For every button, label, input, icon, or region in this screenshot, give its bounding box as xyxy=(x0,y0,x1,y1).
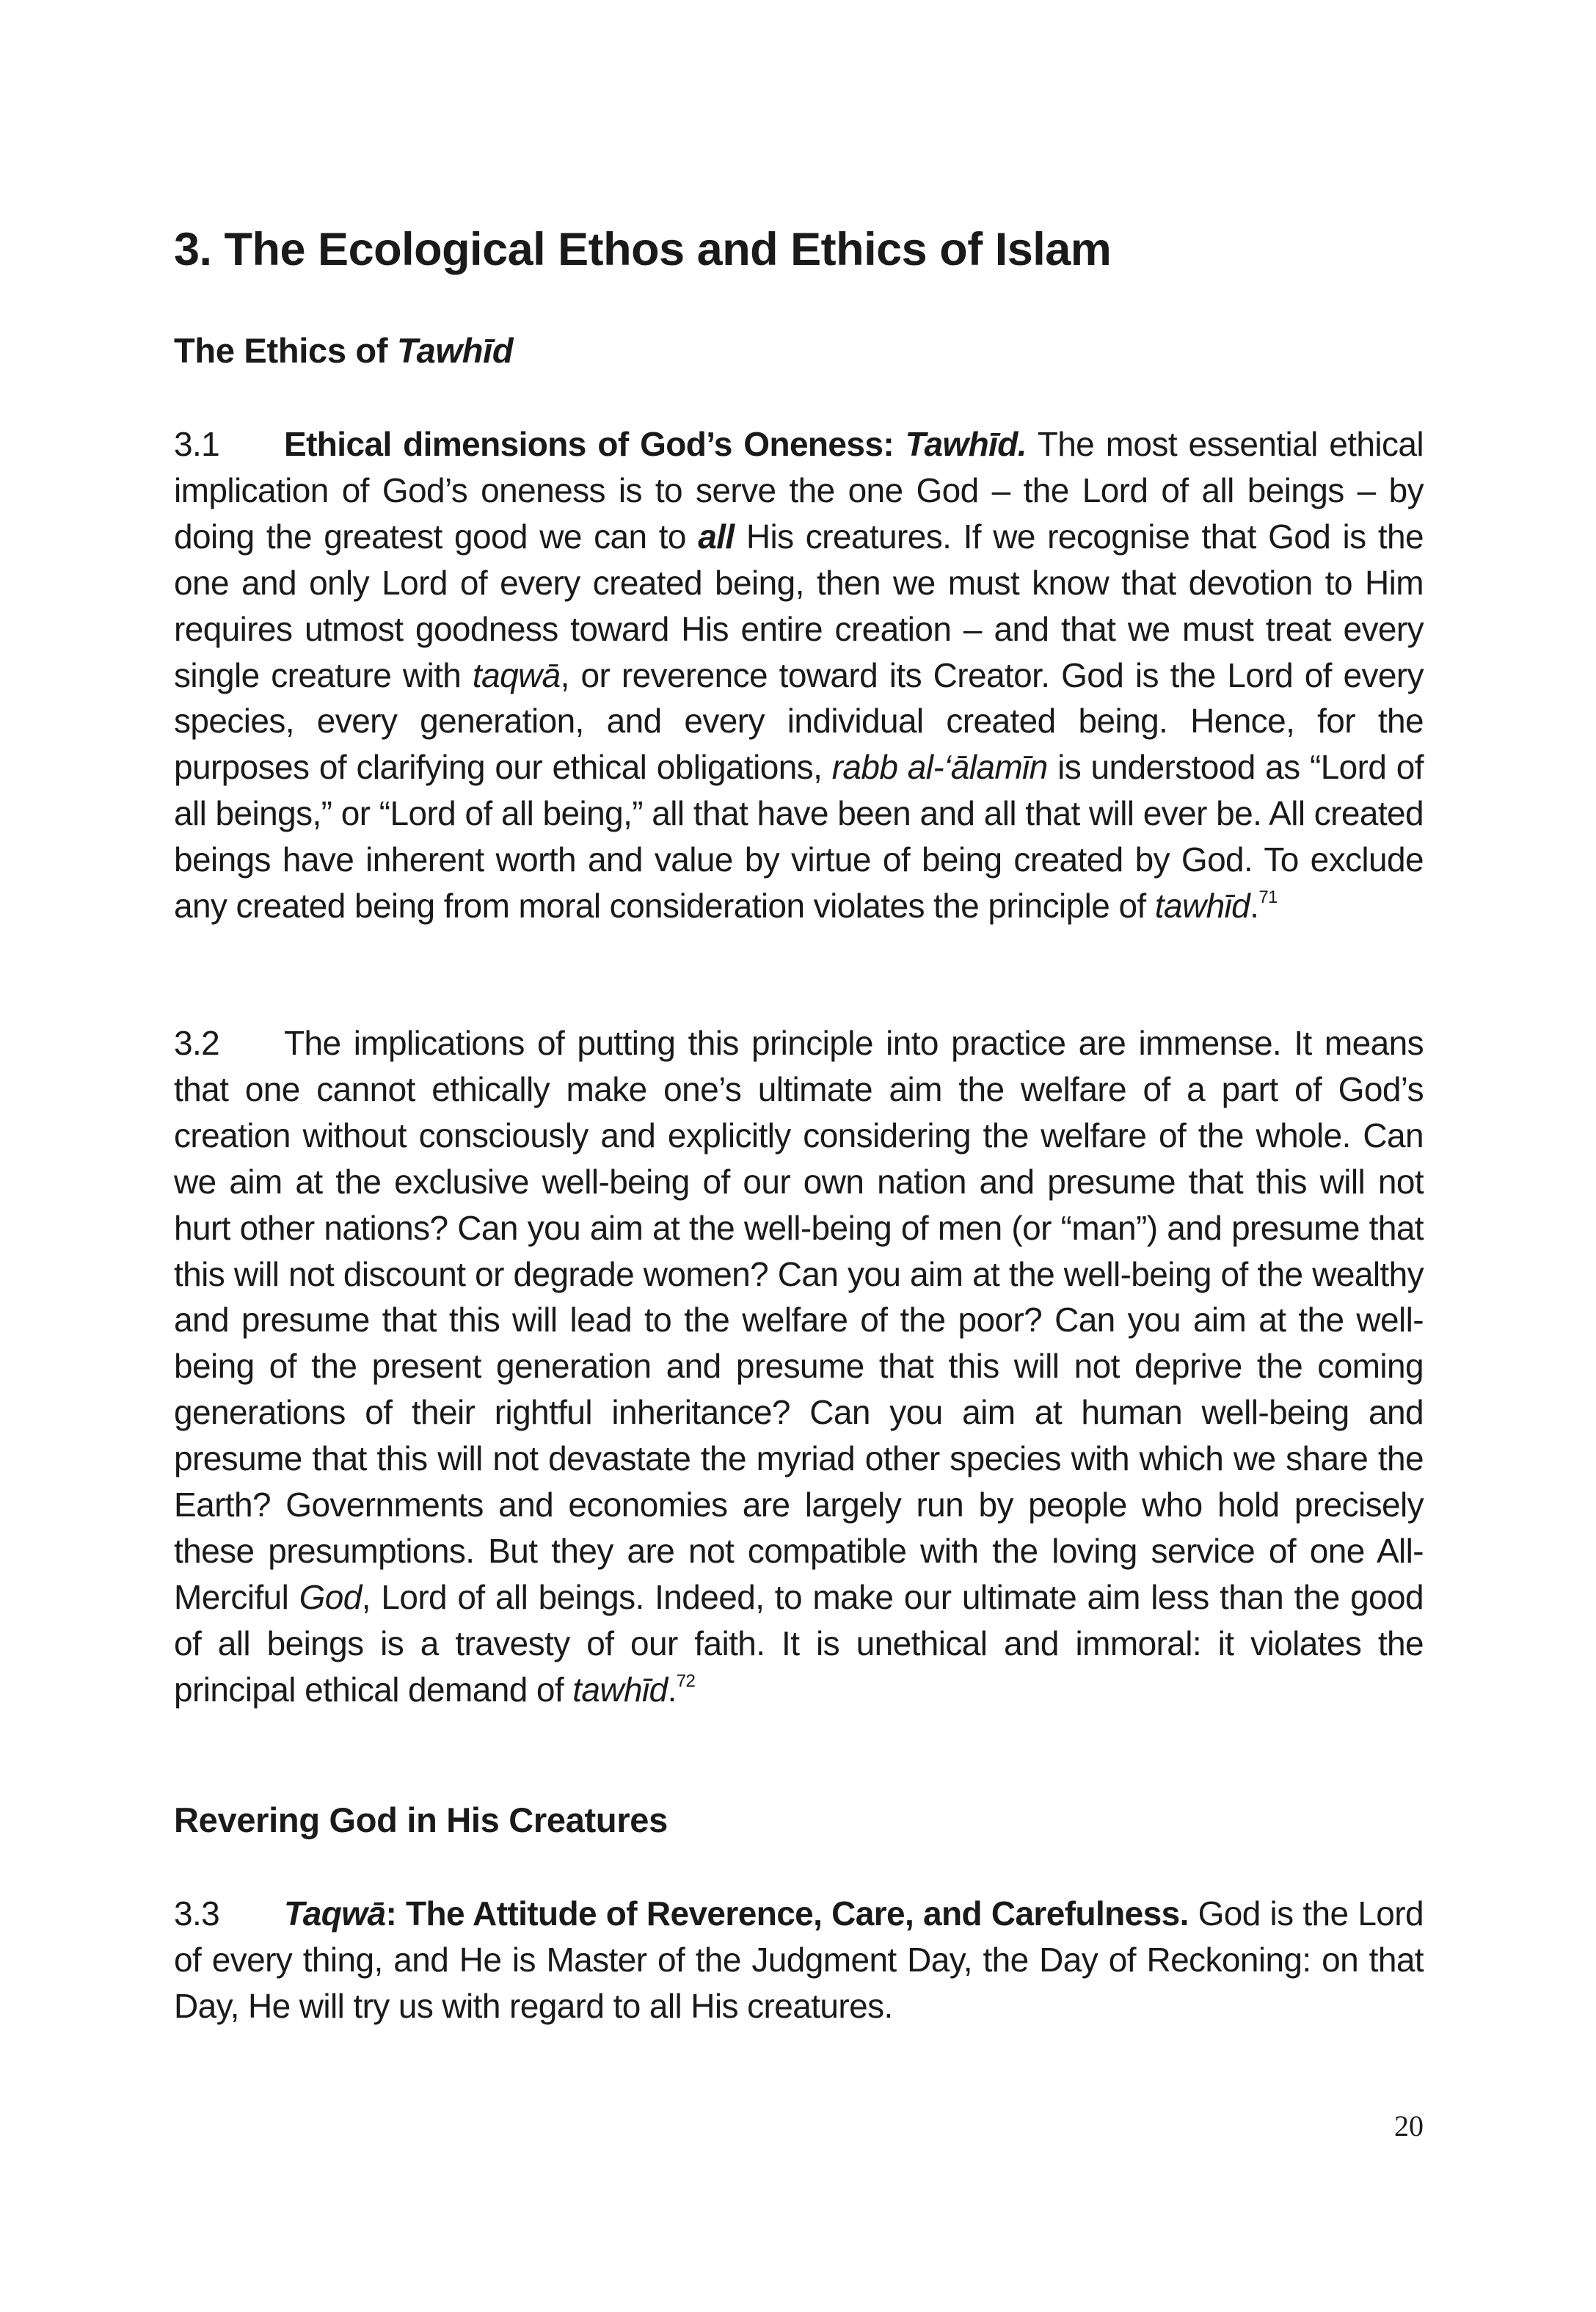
paragraph-number: 3.3 xyxy=(174,1894,220,1933)
paragraph-text: The most essential ethical implication of God’s oneness is to serve the one God – the Lord of all beings – by doing the greatest good we can to xyxy=(174,425,1424,556)
term-tawhid: tawhīd xyxy=(1154,887,1250,926)
paragraph-text: . xyxy=(1250,887,1259,926)
paragraph-lead-bold: : The Attitude of Reverence, Care, and Carefulness. xyxy=(385,1894,1189,1933)
page-number: 20 xyxy=(1394,2109,1424,2142)
term-tawhid: tawhīd xyxy=(572,1670,668,1709)
paragraph-text: His creatures. If we recognise that God is the one and only Lord of every created being, then we must know that devotion to Him requires utmost goodness toward His entire creation – and that we must treat every single creature with xyxy=(174,517,1424,694)
paragraph-number: 3.1 xyxy=(174,425,220,463)
document-page xyxy=(174,0,1424,2312)
paragraph-3-1 xyxy=(174,421,1424,929)
paragraph-number: 3.2 xyxy=(174,1024,220,1062)
chapter-title: 3. The Ecological Ethos and Ethics of Islam xyxy=(174,224,1112,275)
paragraph-text: , Lord of all beings. Indeed, to make our ultimate aim less than the good of all beings is a travesty of our faith. It is unethical and immoral: it violates the principal ethical demand of xyxy=(174,1577,1424,1709)
section-heading-ethics-of-tawhid xyxy=(174,329,1424,373)
paragraph-3-3 xyxy=(174,1891,1424,2029)
paragraph-text: God is the Lord of every thing, and He is Master of the Judgment Day, the Day of Reckoning: on that Day, He will try us with regard to all His creatures. xyxy=(174,1894,1424,2025)
paragraph-lead-bold-italic: Tawhīd. xyxy=(905,425,1027,463)
footnote-ref-71: 71 xyxy=(1258,887,1278,908)
paragraph-lead-bold-italic: Taqwā xyxy=(284,1894,386,1933)
section-heading-text: The Ethics of xyxy=(174,331,397,370)
section-heading-revering-god: Revering God in His Creatures xyxy=(174,1800,668,1839)
term-taqwa: taqwā xyxy=(472,655,561,694)
term-rabb-al-alamin: rabb al-‘ālamīn xyxy=(831,748,1048,787)
term-god: God xyxy=(299,1577,362,1616)
paragraph-lead-bold: Ethical dimensions of God’s Oneness: xyxy=(284,425,906,463)
paragraph-text: , or reverence toward its Creator. God is the Lord of every species, every generation, and every individual created being. Hence, for the purposes of clarifying our ethical obligations, xyxy=(174,655,1424,787)
paragraph-text: The implications of putting this principle into practice are immense. It means that one cannot ethically make one’s ultimate aim the welfare of a part of God’s creation without consciously and explicitly considering the welfare of the whole. Can we aim at the exclusive well-being of our own nation and presume that this will not hurt other nations? Can you aim at the well-being of men (or “man”) and presume that this will not discount or degrade women? Can you aim at the well-being of the wealthy and presume that this will lead to the welfare of the poor? Can you aim at the well-being of the present generation and presume that this will not deprive the coming generations of their rightful inheritance? Can you aim at human well-being and presume that this will not devastate the myriad other species with which we share the Earth? Governments and economies are largely run by people who hold precisely these presumptions. But they are not compatible with the loving service of one All-Merciful xyxy=(174,1024,1424,1616)
paragraph-text: is understood as “Lord of all beings,” or “Lord of all being,” all that have been and all that will ever be. All created beings have inherent worth and value by virtue of being created by God. To exclude any created being from moral consideration violates the principle of xyxy=(174,748,1424,926)
emphasis-all: all xyxy=(698,517,735,556)
section-heading-italic: Tawhīd xyxy=(396,331,514,370)
paragraph-text: . xyxy=(667,1670,677,1709)
paragraph-3-2 xyxy=(174,1020,1424,1713)
footnote-ref-72: 72 xyxy=(676,1671,696,1691)
